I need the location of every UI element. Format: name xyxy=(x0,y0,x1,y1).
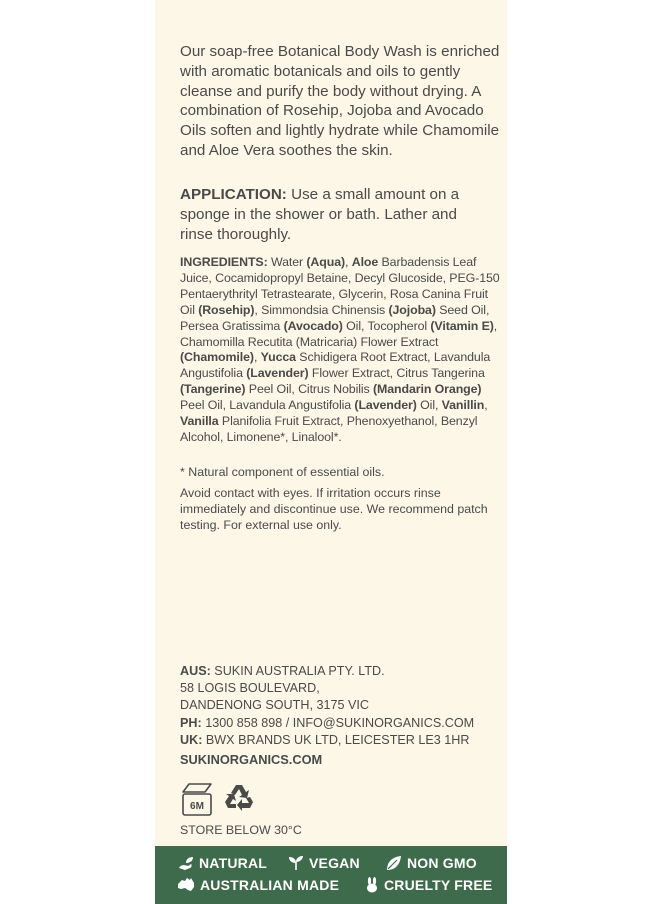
claim-non-gmo xyxy=(385,855,477,871)
uk-text: BWX BRANDS UK LTD, LEICESTER LE3 1HR xyxy=(205,732,470,747)
website-link[interactable]: SUKINORGANICS.COM xyxy=(180,752,323,767)
period-after-opening-icon xyxy=(180,781,214,822)
safety-warning: Avoid contact with eyes. If irritation occurs rinse immediately and discontinue use. We recommend patch testing. For external use only. xyxy=(180,486,488,532)
ingredient-highlight: (Chamomile) xyxy=(180,350,254,365)
ingredient-text: , Simmondsia Chinensis xyxy=(254,302,389,317)
ingredient-text: Oil, Tocopherol xyxy=(342,318,431,333)
ingredient-text: Peel Oil, Citrus Nobilis xyxy=(245,382,373,397)
natural-component-note: * Natural component of essential oils. xyxy=(180,465,385,479)
phone-text: 1300 858 898 / INFO@SUKINORGANICS.COM xyxy=(205,715,475,730)
ingredient-highlight: (Jojoba) xyxy=(388,302,436,317)
claim-cruelty-free xyxy=(365,877,492,893)
ingredient-highlight: Vanilla xyxy=(180,414,219,429)
ingredients-heading: INGREDIENTS: xyxy=(180,255,268,269)
claim-natural-label: NATURAL xyxy=(199,855,268,871)
application-text: Use a small amount on a sponge in the shower or bath. Lather and rinse thoroughly. xyxy=(180,186,460,243)
ingredient-highlight: (Rosehip) xyxy=(198,302,255,317)
uk-label: UK: xyxy=(180,732,203,747)
ingredient-highlight: (Mandarin Orange) xyxy=(373,382,482,397)
ingredient-text: Barbadensis Leaf Juice, Cocamidopropyl Betaine, Decyl Glucoside, PEG-150 Pentaerythrityl Tetrastearate, Glycerin, Rosa Canina Fruit Oil xyxy=(180,255,500,317)
claim-natural xyxy=(177,855,267,871)
ingredient-text: Water xyxy=(270,255,307,269)
recycle-icon xyxy=(222,783,256,820)
ingredients-list xyxy=(180,255,500,446)
leaf-hand-icon xyxy=(177,856,194,871)
ingredient-text: , Chamomilla Recutita (Matricaria) Flower Extract xyxy=(180,318,498,349)
claims-banner xyxy=(155,846,507,904)
ingredient-highlight: Yucca xyxy=(260,350,296,365)
claim-vegan-label: VEGAN xyxy=(309,855,360,871)
pao-label: 6M xyxy=(190,801,204,812)
application-instructions xyxy=(180,185,490,244)
aus-label: AUS: xyxy=(180,664,211,678)
claim-cruelty-free-label: CRUELTY FREE xyxy=(384,877,493,893)
ingredient-text: Peel Oil, Lavandula Angustifolia xyxy=(180,398,355,413)
bunny-icon xyxy=(365,877,379,893)
address-street: 58 LOGIS BOULEVARD, xyxy=(180,681,320,696)
ingredient-highlight: (Tangerine) xyxy=(180,382,246,397)
leaf-icon xyxy=(385,855,402,871)
sprout-icon xyxy=(288,855,304,871)
ingredient-text: , xyxy=(345,255,352,269)
ingredient-text: Planifolia Fruit Extract, Phenoxyethanol, Benzyl Alcohol, Limonene*, Linalool*. xyxy=(180,414,478,444)
claim-vegan xyxy=(288,855,360,871)
address-aus-line xyxy=(180,663,500,680)
ingredient-text: , xyxy=(253,350,261,365)
ingredient-text: , xyxy=(484,398,488,413)
claim-australian-made xyxy=(177,877,339,893)
ingredient-text: Schidigera Root Extract, Lavandula Angustifolia xyxy=(180,350,491,381)
claim-non-gmo-label: NON GMO xyxy=(407,855,477,871)
ingredient-text: Oil, xyxy=(416,398,442,413)
product-description: Our soap-free Botanical Body Wash is enriched with aromatic botanicals and oils to gently cleanse and purify the body without drying. A combination of Rosehip, Jojoba and Avocado Oils soften and lightly hydrate while Chamomile and Aloe Vera soothes the skin. xyxy=(180,43,500,159)
ingredient-text: Flower Extract, Citrus Tangerina xyxy=(308,366,485,381)
storage-instruction: STORE BELOW 30°C xyxy=(180,823,302,837)
aus-company: SUKIN AUSTRALIA PTY. LTD. xyxy=(214,664,385,678)
ingredient-highlight: (Lavender) xyxy=(246,366,309,381)
ingredient-highlight: (Vitamin E) xyxy=(430,318,494,333)
address-phone-line xyxy=(180,715,500,732)
australia-map-icon xyxy=(177,877,195,893)
ingredient-highlight: (Lavender) xyxy=(354,398,417,413)
ingredient-highlight: (Aqua) xyxy=(306,255,346,269)
claim-australian-made-label: AUSTRALIAN MADE xyxy=(200,877,340,893)
ingredient-highlight: Aloe xyxy=(351,255,379,269)
ingredient-highlight: Vanillin xyxy=(441,398,485,413)
address-city: DANDENONG SOUTH, 3175 VIC xyxy=(180,698,369,713)
company-address xyxy=(180,663,500,749)
ingredient-highlight: (Avocado) xyxy=(283,318,343,333)
application-heading: APPLICATION: xyxy=(180,186,287,203)
ingredient-text: Seed Oil, Persea Gratissima xyxy=(180,302,490,333)
address-uk-line xyxy=(180,732,500,749)
phone-label: PH: xyxy=(180,715,202,730)
